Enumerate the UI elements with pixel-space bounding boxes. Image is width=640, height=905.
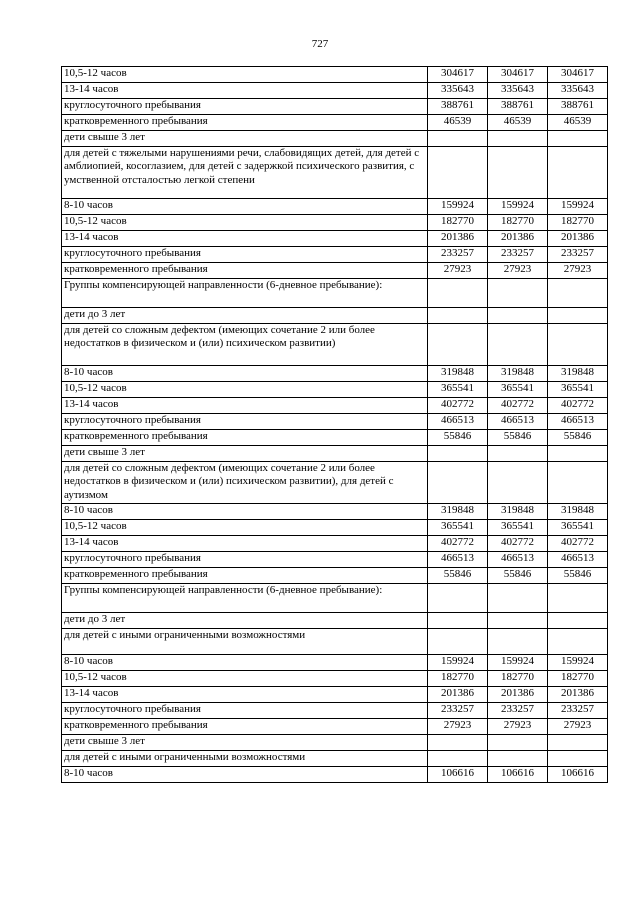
- value-cell-3: [548, 324, 608, 366]
- row-label: кратковременного пребывания: [62, 719, 428, 735]
- value-cell-2: [488, 613, 548, 629]
- value-cell-3: 388761: [548, 99, 608, 115]
- value-cell-3: 365541: [548, 382, 608, 398]
- value-cell-1: 365541: [428, 520, 488, 536]
- row-label: круглосуточного пребывания: [62, 247, 428, 263]
- row-label: 8-10 часов: [62, 199, 428, 215]
- row-label: 10,5-12 часов: [62, 67, 428, 83]
- value-cell-1: [428, 446, 488, 462]
- value-cell-1: 182770: [428, 671, 488, 687]
- row-label: круглосуточного пребывания: [62, 552, 428, 568]
- value-cell-1: [428, 613, 488, 629]
- row-label: 8-10 часов: [62, 366, 428, 382]
- table-body: [62, 67, 608, 783]
- table-row: [62, 687, 608, 703]
- value-cell-2: 319848: [488, 366, 548, 382]
- value-cell-3: 304617: [548, 67, 608, 83]
- value-cell-2: 55846: [488, 430, 548, 446]
- row-label: дети до 3 лет: [62, 613, 428, 629]
- value-cell-3: 466513: [548, 552, 608, 568]
- value-cell-2: 233257: [488, 247, 548, 263]
- table-row: [62, 504, 608, 520]
- value-cell-3: 46539: [548, 115, 608, 131]
- value-cell-1: 466513: [428, 414, 488, 430]
- row-label: для детей с тяжелыми нарушениями речи, слабовидящих детей, для детей с амблиопией, косоглазием, для детей с задержкой психического развития, с умственной отсталостью легкой степени: [62, 147, 428, 199]
- table-row: [62, 751, 608, 767]
- table-row: [62, 131, 608, 147]
- row-label: дети до 3 лет: [62, 308, 428, 324]
- value-cell-2: 106616: [488, 767, 548, 783]
- table-row: [62, 520, 608, 536]
- row-label: 10,5-12 часов: [62, 520, 428, 536]
- table-row: [62, 231, 608, 247]
- value-cell-3: [548, 584, 608, 613]
- value-cell-1: [428, 629, 488, 655]
- value-cell-2: [488, 751, 548, 767]
- value-cell-3: 159924: [548, 199, 608, 215]
- value-cell-2: 365541: [488, 382, 548, 398]
- table-row: [62, 568, 608, 584]
- row-label: 13-14 часов: [62, 398, 428, 414]
- value-cell-2: 182770: [488, 215, 548, 231]
- row-label: 8-10 часов: [62, 767, 428, 783]
- table-row: [62, 655, 608, 671]
- value-cell-2: 201386: [488, 231, 548, 247]
- value-cell-3: 55846: [548, 568, 608, 584]
- value-cell-1: 182770: [428, 215, 488, 231]
- table-row: [62, 719, 608, 735]
- value-cell-2: [488, 324, 548, 366]
- table-row: [62, 613, 608, 629]
- table-row: [62, 308, 608, 324]
- row-label: дети свыше 3 лет: [62, 446, 428, 462]
- value-cell-3: 201386: [548, 231, 608, 247]
- value-cell-1: 159924: [428, 655, 488, 671]
- table-row: [62, 83, 608, 99]
- row-label: для детей со сложным дефектом (имеющих сочетание 2 или более недостатков в физическом и (или) психическом развитии), для детей с аутизмом: [62, 462, 428, 504]
- value-cell-2: 46539: [488, 115, 548, 131]
- value-cell-3: 106616: [548, 767, 608, 783]
- value-cell-3: 182770: [548, 215, 608, 231]
- value-cell-3: [548, 147, 608, 199]
- row-label: Группы компенсирующей направленности (6-дневное пребывание):: [62, 584, 428, 613]
- tariff-table: [61, 66, 608, 783]
- value-cell-2: 365541: [488, 520, 548, 536]
- value-cell-3: [548, 751, 608, 767]
- value-cell-1: 27923: [428, 263, 488, 279]
- table-row: [62, 199, 608, 215]
- table-row: [62, 462, 608, 504]
- value-cell-2: 319848: [488, 504, 548, 520]
- row-label: 13-14 часов: [62, 83, 428, 99]
- table-row: [62, 430, 608, 446]
- value-cell-3: [548, 446, 608, 462]
- row-label: для детей с иными ограниченными возможностями: [62, 751, 428, 767]
- table-row: [62, 67, 608, 83]
- value-cell-3: [548, 279, 608, 308]
- value-cell-1: 55846: [428, 430, 488, 446]
- value-cell-1: [428, 584, 488, 613]
- value-cell-1: 233257: [428, 247, 488, 263]
- value-cell-2: [488, 308, 548, 324]
- value-cell-3: 27923: [548, 719, 608, 735]
- row-label: круглосуточного пребывания: [62, 99, 428, 115]
- row-label: кратковременного пребывания: [62, 568, 428, 584]
- value-cell-3: [548, 629, 608, 655]
- value-cell-1: 46539: [428, 115, 488, 131]
- value-cell-1: [428, 324, 488, 366]
- row-label: кратковременного пребывания: [62, 115, 428, 131]
- value-cell-1: 233257: [428, 703, 488, 719]
- value-cell-1: [428, 279, 488, 308]
- value-cell-3: 55846: [548, 430, 608, 446]
- value-cell-1: 319848: [428, 504, 488, 520]
- value-cell-2: 27923: [488, 263, 548, 279]
- row-label: 8-10 часов: [62, 655, 428, 671]
- value-cell-3: [548, 308, 608, 324]
- row-label: дети свыше 3 лет: [62, 735, 428, 751]
- table-row: [62, 536, 608, 552]
- table-row: [62, 767, 608, 783]
- value-cell-3: 365541: [548, 520, 608, 536]
- value-cell-3: 466513: [548, 414, 608, 430]
- value-cell-2: 402772: [488, 536, 548, 552]
- value-cell-1: [428, 308, 488, 324]
- value-cell-1: [428, 751, 488, 767]
- value-cell-2: 466513: [488, 552, 548, 568]
- table-row: [62, 671, 608, 687]
- value-cell-3: 335643: [548, 83, 608, 99]
- value-cell-2: 304617: [488, 67, 548, 83]
- row-label: 10,5-12 часов: [62, 215, 428, 231]
- row-label: 10,5-12 часов: [62, 671, 428, 687]
- value-cell-2: [488, 735, 548, 751]
- value-cell-1: 27923: [428, 719, 488, 735]
- value-cell-1: 201386: [428, 231, 488, 247]
- value-cell-1: 402772: [428, 536, 488, 552]
- table-row: [62, 446, 608, 462]
- row-label: 10,5-12 часов: [62, 382, 428, 398]
- row-label: 8-10 часов: [62, 504, 428, 520]
- table-row: [62, 735, 608, 751]
- value-cell-3: 402772: [548, 398, 608, 414]
- value-cell-2: [488, 131, 548, 147]
- table-row: [62, 552, 608, 568]
- table-row: [62, 629, 608, 655]
- value-cell-3: 319848: [548, 504, 608, 520]
- value-cell-2: 233257: [488, 703, 548, 719]
- table-row: [62, 115, 608, 131]
- value-cell-1: 365541: [428, 382, 488, 398]
- row-label: круглосуточного пребывания: [62, 703, 428, 719]
- table-row: [62, 366, 608, 382]
- value-cell-2: 159924: [488, 199, 548, 215]
- value-cell-3: [548, 131, 608, 147]
- value-cell-3: 159924: [548, 655, 608, 671]
- row-label: для детей со сложным дефектом (имеющих сочетание 2 или более недостатков в физическом и (или) психическом развитии): [62, 324, 428, 366]
- table-row: [62, 215, 608, 231]
- table-row: [62, 247, 608, 263]
- value-cell-3: [548, 735, 608, 751]
- value-cell-3: 319848: [548, 366, 608, 382]
- value-cell-1: [428, 147, 488, 199]
- value-cell-1: 106616: [428, 767, 488, 783]
- value-cell-2: 55846: [488, 568, 548, 584]
- value-cell-3: 402772: [548, 536, 608, 552]
- value-cell-1: [428, 462, 488, 504]
- value-cell-1: 304617: [428, 67, 488, 83]
- value-cell-1: 55846: [428, 568, 488, 584]
- row-label: круглосуточного пребывания: [62, 414, 428, 430]
- table-row: [62, 414, 608, 430]
- value-cell-2: [488, 147, 548, 199]
- row-label: Группы компенсирующей направленности (6-дневное пребывание):: [62, 279, 428, 308]
- value-cell-2: 182770: [488, 671, 548, 687]
- value-cell-3: [548, 613, 608, 629]
- row-label: дети свыше 3 лет: [62, 131, 428, 147]
- value-cell-2: 159924: [488, 655, 548, 671]
- table-row: [62, 324, 608, 366]
- value-cell-3: 233257: [548, 247, 608, 263]
- value-cell-1: 159924: [428, 199, 488, 215]
- value-cell-2: [488, 279, 548, 308]
- value-cell-1: 388761: [428, 99, 488, 115]
- value-cell-1: 402772: [428, 398, 488, 414]
- value-cell-3: 27923: [548, 263, 608, 279]
- value-cell-1: 319848: [428, 366, 488, 382]
- table-row: [62, 398, 608, 414]
- value-cell-3: [548, 462, 608, 504]
- row-label: кратковременного пребывания: [62, 430, 428, 446]
- value-cell-3: 201386: [548, 687, 608, 703]
- value-cell-2: [488, 629, 548, 655]
- table-row: [62, 584, 608, 613]
- value-cell-3: 233257: [548, 703, 608, 719]
- row-label: 13-14 часов: [62, 687, 428, 703]
- row-label: 13-14 часов: [62, 231, 428, 247]
- value-cell-1: [428, 131, 488, 147]
- page-number: 727: [311, 38, 329, 50]
- value-cell-2: 402772: [488, 398, 548, 414]
- value-cell-2: 201386: [488, 687, 548, 703]
- table-row: [62, 382, 608, 398]
- row-label: кратковременного пребывания: [62, 263, 428, 279]
- value-cell-1: 335643: [428, 83, 488, 99]
- row-label: 13-14 часов: [62, 536, 428, 552]
- row-label: для детей с иными ограниченными возможностями: [62, 629, 428, 655]
- value-cell-2: 27923: [488, 719, 548, 735]
- table-row: [62, 279, 608, 308]
- value-cell-2: [488, 446, 548, 462]
- value-cell-2: 388761: [488, 99, 548, 115]
- value-cell-2: [488, 584, 548, 613]
- value-cell-2: 466513: [488, 414, 548, 430]
- value-cell-1: 466513: [428, 552, 488, 568]
- table-row: [62, 703, 608, 719]
- value-cell-1: 201386: [428, 687, 488, 703]
- table-row: [62, 263, 608, 279]
- table-row: [62, 147, 608, 199]
- value-cell-2: 335643: [488, 83, 548, 99]
- value-cell-3: 182770: [548, 671, 608, 687]
- table-row: [62, 99, 608, 115]
- value-cell-2: [488, 462, 548, 504]
- value-cell-1: [428, 735, 488, 751]
